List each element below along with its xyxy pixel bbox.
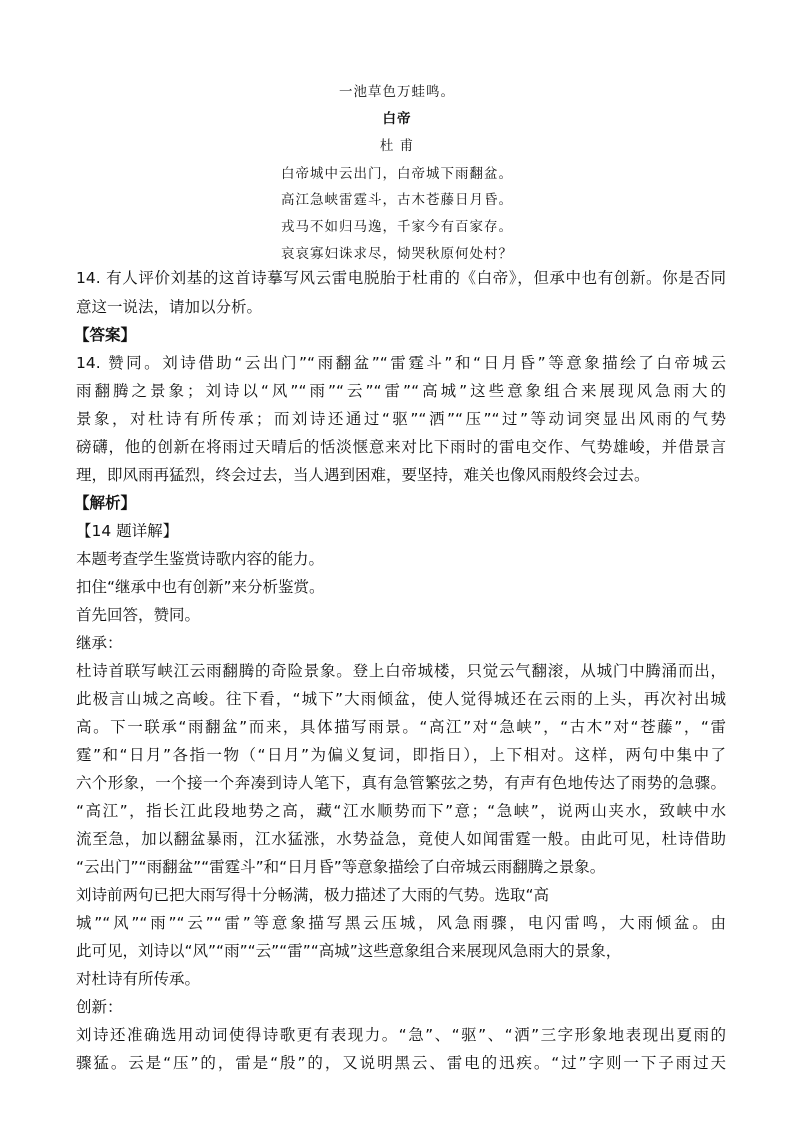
analysis-line: 此极言山城之高峻。往下看，“城下”大雨倾盆，使人觉得城还在云雨的上头，再次衬出城 xyxy=(76,690,726,708)
analysis-line: 创新： xyxy=(76,998,123,1016)
analysis-line: 扣住“继承中也有创新”来分析鉴赏。 xyxy=(76,578,325,596)
analysis-line: 六个形象，一个接一个奔凑到诗人笔下，真有急管繁弦之势，有声有色地传达了雨势的急骤。 xyxy=(76,774,726,792)
analysis-line: 本题考查学生鉴赏诗歌内容的能力。 xyxy=(76,550,325,568)
analysis-line: 刘诗还准确选用动词使得诗歌更有表现力。“急”、“驱”、“洒”三字形象地表现出夏雨的 xyxy=(76,1026,726,1044)
poem-title: 白帝 xyxy=(382,111,412,127)
answer-line: 景象，对杜诗有所传承；而刘诗还通过“驱”“洒”“压”“过”等动词突显出风雨的气势 xyxy=(76,410,726,428)
answer-heading: 【答案】 xyxy=(74,326,137,344)
analysis-heading: 【解析】 xyxy=(74,494,137,512)
analysis-line: 刘诗前两句已把大雨写得十分畅满，极力描述了大雨的气势。选取“高 xyxy=(76,886,550,904)
analysis-line: 骤猛。云是“压”的，雷是“殷”的，又说明黑云、雷电的迅疾。“过”字则一下子雨过天 xyxy=(76,1054,726,1072)
analysis-line: 城”“风”“雨”“云”“雷”等意象描写黑云压城，风急雨骤，电闪雷鸣，大雨倾盆。由 xyxy=(76,914,726,932)
answer-line: 理，即风雨再猛烈，终会过去，当人遇到困难，要坚持，难关也像风雨般终会过去。 xyxy=(76,466,650,484)
poem-line: 哀哀寡妇诛求尽，恸哭秋原何处村？ xyxy=(281,246,513,262)
analysis-line: 首先回答，赞同。 xyxy=(76,606,201,624)
question-text: 意这一说法，请加以分析。 xyxy=(76,298,263,316)
detail-heading: 【14 题详解】 xyxy=(76,522,179,540)
analysis-line: 对杜诗有所传承。 xyxy=(76,970,201,988)
poem-line: 高江急峡雷霆斗，古木苍藤日月昏。 xyxy=(281,192,513,208)
analysis-line: 高。下一联承“雨翻盆”而来，具体描写雨景。“高江”对“急峡”，“古木”对“苍藤”，“雷 xyxy=(76,718,726,736)
poem-previous-line: 一池草色万蛙鸣。 xyxy=(339,84,455,100)
poem-author: 杜 甫 xyxy=(379,138,415,154)
analysis-line: 霆”和“日月”各指一物（“日月”为偏义复词，即指日），上下相对。这样，两句中集中了 xyxy=(76,746,726,764)
question-text: 14. 有人评价刘基的这首诗摹写风云雷电脱胎于杜甫的《白帝》，但承中也有创新。你是否同 xyxy=(76,269,726,287)
answer-line: 雨翻腾之景象；刘诗以“风”“雨”“云”“雷”“高城”这些意象组合来展现风急雨大的 xyxy=(76,382,726,400)
analysis-line: “云出门”“雨翻盆”“雷霆斗”和“日月昏”等意象描绘了白帝城云雨翻腾之景象。 xyxy=(76,858,606,876)
analysis-line: 此可见，刘诗以“风”“雨”“云”“雷”“高城”这些意象组合来展现风急雨大的景象， xyxy=(76,942,622,960)
answer-line: 磅礴，他的创新在将雨过天晴后的恬淡惬意来对比下雨时的雷电交作、气势雄峻，并借景言 xyxy=(76,438,726,456)
analysis-line: “高江”，指长江此段地势之高，藏“江水顺势而下”意；“急峡”，说两山夹水，致峡中水 xyxy=(76,802,726,820)
answer-line: 14. 赞同。刘诗借助“云出门”“雨翻盆”“雷霆斗”和“日月昏”等意象描绘了白帝城云 xyxy=(76,354,726,372)
analysis-line: 继承： xyxy=(76,634,123,652)
poem-line: 白帝城中云出门，白帝城下雨翻盆。 xyxy=(281,166,513,182)
poem-line: 戎马不如归马逸，千家今有百家存。 xyxy=(281,219,513,235)
analysis-line: 流至急，加以翻盆暴雨，江水猛涨，水势益急，竟使人如闻雷霆一般。由此可见，杜诗借助 xyxy=(76,830,726,848)
analysis-line: 杜诗首联写峡江云雨翻腾的奇险景象。登上白帝城楼，只觉云气翻滚，从城门中腾涌而出， xyxy=(76,662,726,680)
